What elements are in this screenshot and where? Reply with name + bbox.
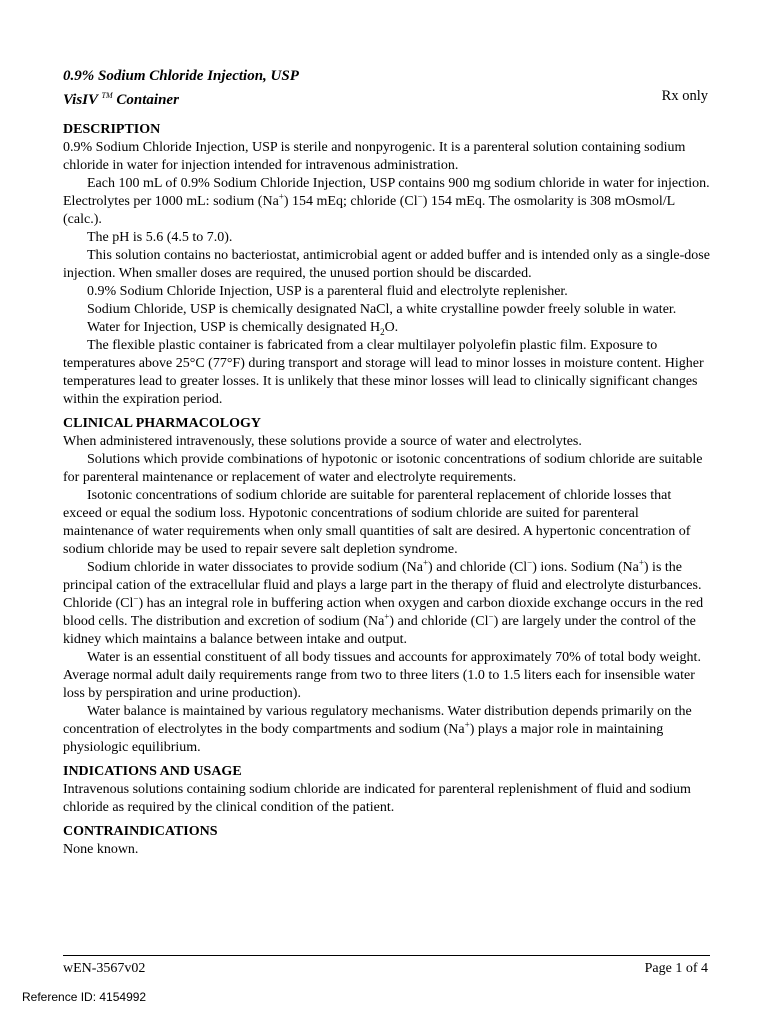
document-title — [63, 66, 710, 110]
section-heading: CONTRAINDICATIONS — [63, 824, 218, 839]
section-heading: DESCRIPTION — [63, 122, 161, 137]
page-number: Page 1 of 4 — [644, 961, 708, 976]
paragraph: Water balance is maintained by various regulatory mechanisms. Water distribution depends primarily on the concentration of electrolytes in the body compartments and sodium (Na+) plays a major role in maintaining physiologic equilibrium. — [63, 704, 692, 755]
section-heading: CLINICAL PHARMACOLOGY — [63, 416, 261, 431]
paragraph: 0.9% Sodium Chloride Injection, USP is sterile and nonpyrogenic. It is a parenteral solution containing sodium chloride in water for injection intended for intravenous administration. — [63, 140, 686, 173]
paragraph: The flexible plastic container is fabricated from a clear multilayer polyolefin plastic film. Exposure to temperatures above 25°C (77°F) during transport and storage will lead to minor losses in moisture content. Higher temperatures lead to greater losses. It is unlikely that these minor losses will lead to clinically significant changes within the expiration period. — [63, 338, 704, 407]
title-line-1: 0.9% Sodium Chloride Injection, USP — [63, 68, 299, 84]
paragraph: None known. — [63, 842, 139, 857]
paragraph: Solutions which provide combinations of hypotonic or isotonic concentrations of sodium chloride are suitable for parenteral maintenance or replacement of water and electrolyte requirements. — [63, 452, 703, 485]
footer-divider — [63, 955, 710, 956]
container-name: VisIV — [63, 92, 98, 108]
paragraph: The pH is 5.6 (4.5 to 7.0). — [87, 230, 233, 245]
paragraph: Each 100 mL of 0.9% Sodium Chloride Injection, USP contains 900 mg sodium chloride in water for injection. Electrolytes per 1000 mL: sodium (Na+) 154 mEq; chloride (Cl−) 154 mEq. The osmolarity is 308 mOsmol/L (calc.). — [63, 176, 710, 227]
section-heading: INDICATIONS AND USAGE — [63, 764, 242, 779]
paragraph: Intravenous solutions containing sodium chloride are indicated for parenteral replenishment of fluid and sodium chloride as required by the clinical condition of the patient. — [63, 782, 691, 815]
contraindications-section — [63, 823, 710, 859]
paragraph: Sodium Chloride, USP is chemically designated NaCl, a white crystalline powder freely soluble in water. — [87, 302, 677, 317]
paragraph: 0.9% Sodium Chloride Injection, USP is a parenteral fluid and electrolyte replenisher. — [87, 284, 568, 299]
indications-section — [63, 763, 710, 817]
reference-id: Reference ID: 4154992 — [22, 990, 147, 1004]
clinical-pharmacology-section — [63, 415, 710, 757]
document-page — [63, 66, 710, 859]
paragraph: Water for Injection, USP is chemically designated $H_2O$. — [87, 320, 399, 337]
description-section — [63, 121, 710, 409]
paragraph: When administered intravenously, these solutions provide a source of water and electrolytes. — [63, 434, 582, 449]
title-line-2 — [63, 86, 710, 110]
paragraph: Isotonic concentrations of sodium chloride are suitable for parenteral replacement of chloride losses that exceed or equal the sodium loss. Hypotonic concentrations of sodium chloride are suited for parenteral maintenance of water requirements when only small quantities of salt are desired. A hypertonic concentration of sodium chloride may be used to repair severe salt depletion syndrome. — [63, 488, 691, 557]
trademark-symbol: TM — [101, 91, 113, 100]
paragraph: Water is an essential constituent of all body tissues and accounts for approximately 70% of total body weight. Average normal adult daily requirements range from two to three liters (1.0 to 1.5 liters each for insensible water loss by perspiration and urine production). — [63, 650, 701, 701]
document-code: wEN-3567v02 — [63, 961, 146, 976]
paragraph: Sodium chloride in water dissociates to provide sodium (Na+) and chloride (Cl−) ions. Sodium (Na+) is the principal cation of the extracellular fluid and plays a large part in the therapy of fluid and electrolyte disturbances. Chloride (Cl−) has an integral role in buffering action when oxygen and carbon dioxide exchange occurs in the red blood cells. The distribution and excretion of sodium (Na+) and chloride (Cl−) are largely under the control of the kidney which maintains a balance between intake and output. — [63, 557, 704, 647]
rx-only-label: Rx only — [661, 88, 708, 104]
container-label: Container — [112, 92, 179, 108]
paragraph: This solution contains no bacteriostat, antimicrobial agent or added buffer and is intended only as a single-dose injection. When smaller doses are required, the unused portion should be discarded. — [63, 248, 710, 281]
